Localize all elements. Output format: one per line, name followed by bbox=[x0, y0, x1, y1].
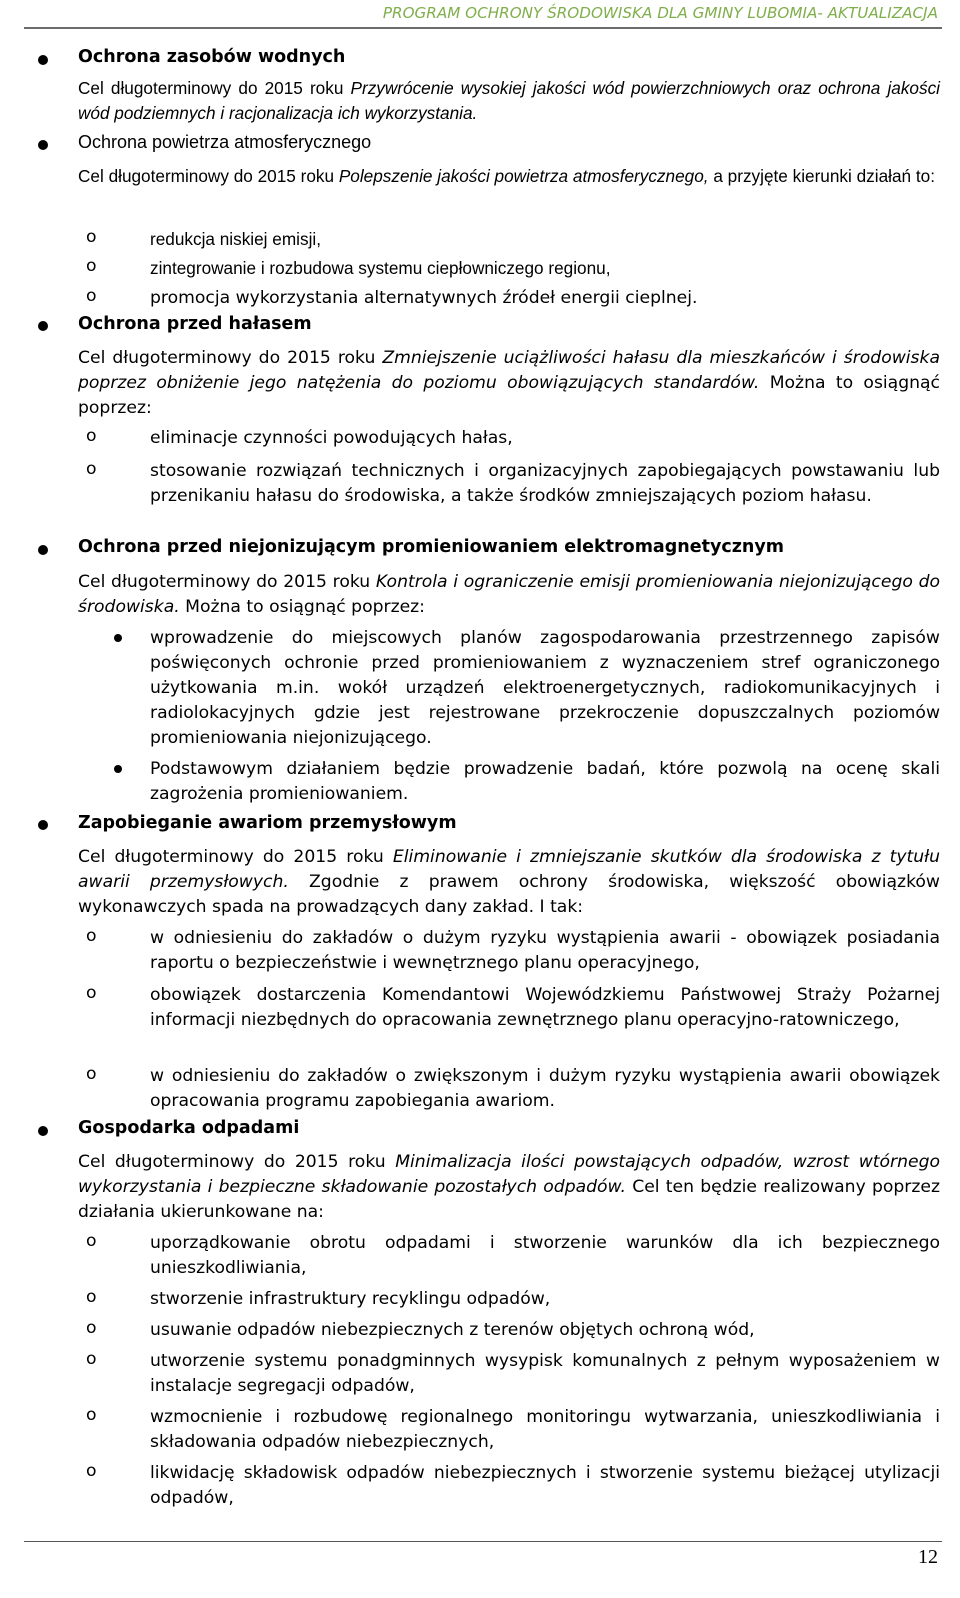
section-bullet bbox=[38, 820, 48, 830]
list-item: eliminacje czynności powodujących hałas, bbox=[150, 428, 513, 448]
list-item: usuwanie odpadów niebezpiecznych z terenów objętych ochroną wód, bbox=[150, 1320, 755, 1340]
list-item: obowiązek dostarczenia Komendantowi Wojewódzkiemu Państwowej Straży Pożarnej informacji niezbędnych do opracowania zewnętrznego planu operacyjno-ratowniczego, bbox=[150, 985, 940, 1030]
list-item: redukcja niskiej emisji, bbox=[150, 229, 321, 249]
list-item: utworzenie systemu ponadgminnych wysypisk komunalnych z pełnym wyposażeniem w instalacje segregacji odpadów, bbox=[150, 1351, 940, 1396]
running-header: PROGRAM OCHRONY ŚRODOWISKA DLA GMINY LUBOMIA- AKTUALIZACJA bbox=[382, 4, 938, 22]
footer-rule bbox=[24, 1541, 942, 1542]
section-bullet bbox=[38, 321, 48, 331]
section-bullet bbox=[38, 55, 48, 65]
sub-item-bullet bbox=[114, 634, 122, 642]
section-bullet bbox=[38, 140, 48, 150]
sub-item-marker: o bbox=[86, 459, 97, 479]
section-title: Ochrona zasobów wodnych bbox=[78, 47, 346, 67]
list-item: promocja wykorzystania alternatywnych źródeł energii cieplnej. bbox=[150, 288, 698, 308]
section-bullet bbox=[38, 545, 48, 555]
section-paragraph: Cel długoterminowy do 2015 roku Minimalizacja ilości powstających odpadów, wzrost wtórnego wykorzystania i bezpieczne składowanie pozostałych odpadów. Cel ten będzie realizowany poprzez działania ukierunkowane na: bbox=[78, 1152, 940, 1222]
section-title: Ochrona powietrza atmosferycznego bbox=[78, 132, 372, 152]
sub-item-marker: o bbox=[86, 256, 97, 276]
list-item: Podstawowym działaniem będzie prowadzenie badań, które pozwolą na ocenę skali zagrożenia promieniowaniem. bbox=[150, 759, 940, 804]
sub-item-marker: o bbox=[86, 286, 97, 306]
page-number: 12 bbox=[918, 1546, 938, 1568]
list-item: stworzenie infrastruktury recyklingu odpadów, bbox=[150, 1289, 551, 1309]
list-item: wzmocnienie i rozbudowę regionalnego monitoringu wytwarzania, unieszkodliwiania i składowania odpadów niebezpiecznych, bbox=[150, 1407, 940, 1452]
list-item: zintegrowanie i rozbudowa systemu ciepłowniczego regionu, bbox=[150, 258, 611, 278]
sub-item-marker: o bbox=[86, 426, 97, 446]
sub-item-marker: o bbox=[86, 1405, 97, 1425]
sub-item-marker: o bbox=[86, 983, 97, 1003]
sub-item-marker: o bbox=[86, 1349, 97, 1369]
list-item: wprowadzenie do miejscowych planów zagospodarowania przestrzennego zapisów poświęconych ochronie przed promieniowaniem z wyznaczeniem stref ograniczonego użytkowania m.in. wokół urządzeń elektroenergetycznych, radiokomunikacyjnych i radiolokacyjnych gdzie jest rejestrowane przekroczenie dopuszczalnych poziomów promieniowania niejonizującego. bbox=[150, 628, 940, 748]
sub-item-marker: o bbox=[86, 926, 97, 946]
section-title: Zapobieganie awariom przemysłowym bbox=[78, 813, 457, 833]
sub-item-bullet bbox=[114, 765, 122, 773]
sub-item-marker: o bbox=[86, 227, 97, 247]
sub-item-marker: o bbox=[86, 1461, 97, 1481]
sub-item-marker: o bbox=[86, 1318, 97, 1338]
sub-item-marker: o bbox=[86, 1231, 97, 1251]
section-title: Gospodarka odpadami bbox=[78, 1118, 300, 1138]
section-title: Ochrona przed hałasem bbox=[78, 314, 312, 334]
list-item: likwidację składowisk odpadów niebezpiecznych i stworzenie systemu bieżącej utylizacji odpadów, bbox=[150, 1463, 940, 1508]
section-paragraph: Cel długoterminowy do 2015 roku Kontrola i ograniczenie emisji promieniowania niejonizującego do środowiska. Można to osiągnąć poprzez: bbox=[78, 572, 940, 617]
section-paragraph: Cel długoterminowy do 2015 roku Przywrócenie wysokiej jakości wód powierzchniowych oraz ochrona jakości wód podziemnych i racjonalizacja ich wykorzystania. bbox=[78, 78, 940, 123]
section-title: Ochrona przed niejonizującym promieniowaniem elektromagnetycznym bbox=[78, 537, 785, 557]
header-rule bbox=[24, 27, 942, 29]
section-paragraph: Cel długoterminowy do 2015 roku Polepszenie jakości powietrza atmosferycznego, a przyjęte kierunki działań to: bbox=[78, 166, 935, 186]
section-bullet bbox=[38, 1126, 48, 1136]
sub-item-marker: o bbox=[86, 1287, 97, 1307]
list-item: stosowanie rozwiązań technicznych i organizacyjnych zapobiegających powstawaniu lub przenikaniu hałasu do środowiska, a także środków zmniejszających poziom hałasu. bbox=[150, 461, 940, 506]
sub-item-marker: o bbox=[86, 1064, 97, 1084]
section-paragraph: Cel długoterminowy do 2015 roku Eliminowanie i zmniejszanie skutków dla środowiska z tytułu awarii przemysłowych. Zgodnie z prawem ochrony środowiska, większość obowiązków wykonawczych spada na prowadzących dany zakład. I tak: bbox=[78, 847, 941, 917]
list-item: uporządkowanie obrotu odpadami i stworzenie warunków dla ich bezpiecznego unieszkodliwiania, bbox=[150, 1233, 940, 1278]
section-paragraph: Cel długoterminowy do 2015 roku Zmniejszenie uciążliwości hałasu dla mieszkańców i środowiska poprzez obniżenie jego natężenia do poziomu obowiązujących standardów. Można to osiągnąć poprzez: bbox=[78, 348, 940, 418]
list-item: w odniesieniu do zakładów o dużym ryzyku wystąpienia awarii - obowiązek posiadania raportu o bezpieczeństwie i wewnętrznego planu operacyjnego, bbox=[150, 928, 940, 973]
list-item: w odniesieniu do zakładów o zwiększonym i dużym ryzyku wystąpienia awarii obowiązek opracowania programu zapobiegania awariom. bbox=[150, 1066, 940, 1111]
